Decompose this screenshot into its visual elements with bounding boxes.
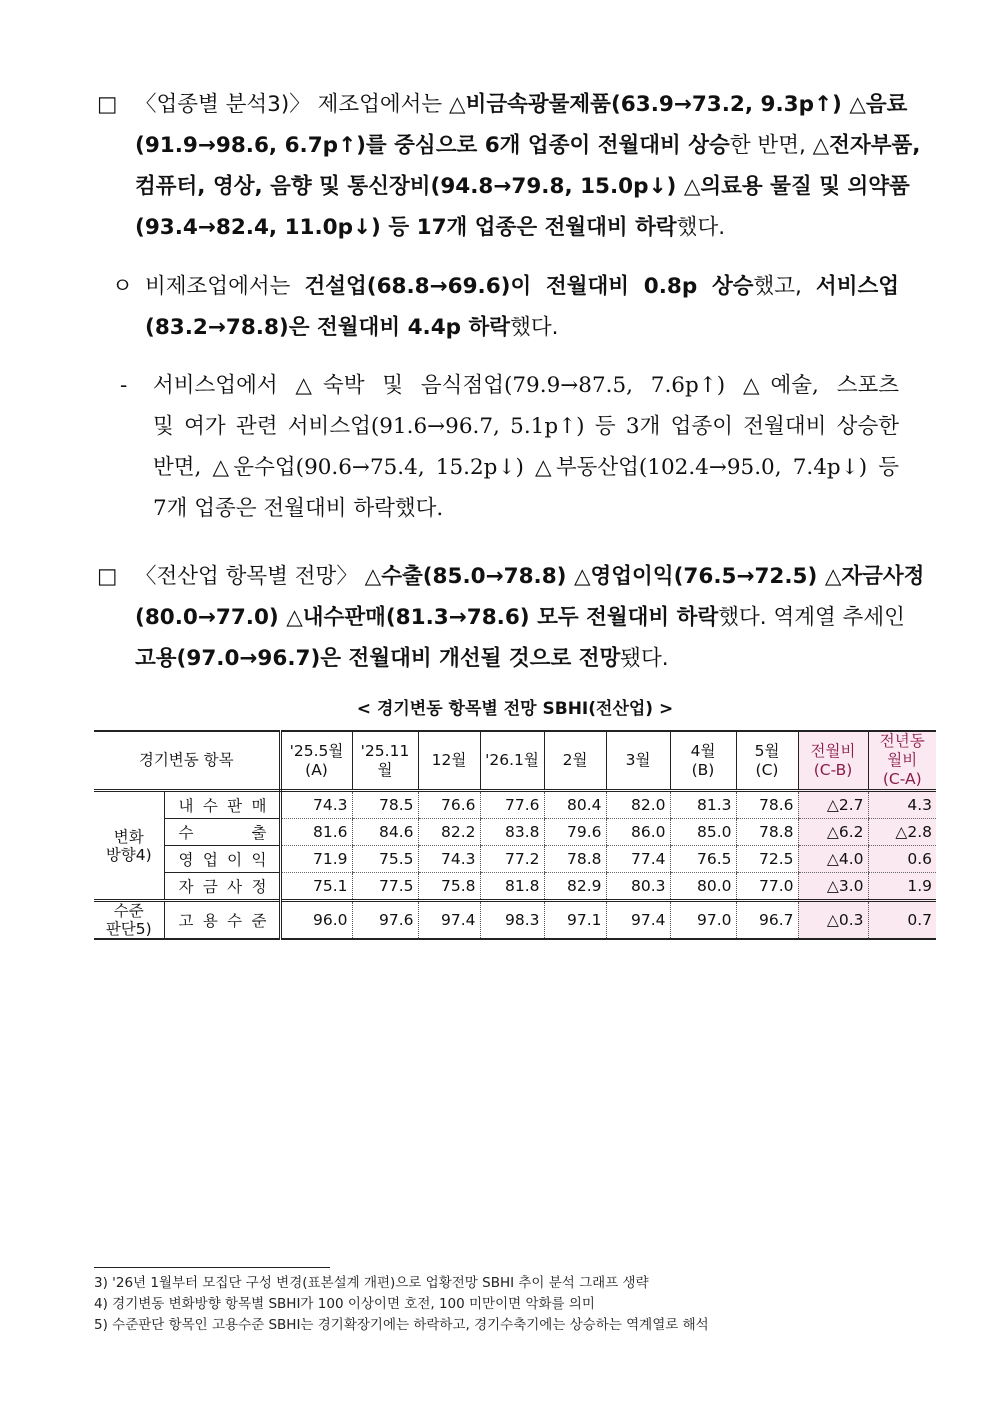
p1-line3: 컴퓨터, 영상, 음향 및 통신장비(94.8→79.8, 15.0p↓) △의료용 물질 및 의약품 (135, 174, 910, 199)
table-cell: 78.5 (352, 791, 418, 819)
table-row (94, 846, 936, 873)
p1-line2-b: 한 반면, (729, 133, 813, 158)
p2-line1-a: 비제조업에서는 (145, 274, 305, 299)
dash-bullet: - (120, 373, 128, 398)
table-cell: 78.8 (544, 846, 606, 873)
p3-line1: 서비스업에서 △숙박 및 음식점업(79.9→87.5, 7.6p↑) △예술, 스포츠 (153, 373, 899, 398)
p1-line2-c: △전자부품, (812, 133, 921, 158)
paragraph-manufacturing (97, 84, 921, 248)
p3-line3: 반면, △운수업(90.6→75.4, 15.2p↓) △부동산업(102.4→95.0, 7.4p↓) 등 (153, 455, 899, 480)
table-cell: 81.3 (670, 791, 736, 819)
table-cell: 77.0 (736, 873, 798, 901)
table-cell: 78.8 (736, 819, 798, 846)
p2-line2-b: 했다. (510, 315, 559, 340)
table-cell: 75.1 (280, 873, 352, 901)
table-cell: 1.9 (868, 873, 936, 901)
p4-line2-b: 했다. 역계열 추세인 (718, 605, 905, 630)
table-cell: 72.5 (736, 846, 798, 873)
row-item-label: 자 금 사 정 (164, 873, 280, 901)
table-cell: 97.1 (544, 901, 606, 940)
table-cell: 79.6 (544, 819, 606, 846)
p2-line1-b: 건설업(68.8→69.6)이 전월대비 0.8p 상승 (304, 274, 754, 299)
header-col-mom: 전월비 (C-B) (798, 731, 868, 791)
row-item-label: 수 출 (164, 819, 280, 846)
p1-line4-a: (93.4→82.4, 11.0p↓) 등 17개 업종은 전월대비 하락 (135, 215, 677, 240)
table-cell: 82.9 (544, 873, 606, 901)
header-col: 4월 (B) (670, 731, 736, 791)
table-cell: 75.5 (352, 846, 418, 873)
p2-line1-c: 했고, (753, 274, 816, 299)
group-level: 수준 판단5) (94, 901, 164, 940)
row-item-label: 고 용 수 준 (164, 901, 280, 940)
table-cell: 0.6 (868, 846, 936, 873)
table-cell: 76.6 (418, 791, 480, 819)
table-cell: 97.4 (418, 901, 480, 940)
sbhi-table (94, 730, 936, 940)
table-cell: 0.7 (868, 901, 936, 940)
paragraph-services (120, 365, 899, 529)
footnote-rule (94, 1267, 330, 1268)
square-bullet: □ (97, 92, 118, 117)
p4-line1-b: △수출(85.0→78.8) △영업이익(76.5→72.5) △자금사정 (364, 564, 925, 589)
footnote-3: 3) '26년 1월부터 모집단 구성 변경(표본설계 개편)으로 업황전망 SBHI 추이 분석 그래프 생략 (94, 1275, 649, 1291)
table-cell: 77.5 (352, 873, 418, 901)
square-bullet: □ (97, 564, 118, 589)
footnote-5: 5) 수준판단 항목인 고용수준 SBHI는 경기확장기에는 하락하고, 경기수축기에는 상승하는 역계열로 해석 (94, 1317, 709, 1333)
p1-line4-b: 했다. (676, 215, 726, 240)
table-cell: 98.3 (480, 901, 544, 940)
table-cell: 77.6 (480, 791, 544, 819)
header-col: 5월 (C) (736, 731, 798, 791)
table-cell: 85.0 (670, 819, 736, 846)
table-cell: △2.7 (798, 791, 868, 819)
footnote-4: 4) 경기변동 변화방향 항목별 SBHI가 100 이상이면 호전, 100 미만이면 악화를 의미 (94, 1296, 595, 1312)
table-row (94, 901, 936, 940)
header-col: '25.5월 (A) (280, 731, 352, 791)
paragraph-all-industry-outlook (97, 556, 925, 679)
row-item-label: 내 수 판 매 (164, 791, 280, 819)
table-cell: △0.3 (798, 901, 868, 940)
header-col: '25.11월 (352, 731, 418, 791)
table-cell: 97.0 (670, 901, 736, 940)
group-direction: 변화 방향4) (94, 791, 164, 901)
table-cell: 96.0 (280, 901, 352, 940)
p3-line4: 7개 업종은 전월대비 하락했다. (153, 496, 444, 521)
table-row (94, 791, 936, 819)
p2-line1-d: 서비스업 (815, 274, 899, 299)
table-cell: 82.0 (606, 791, 670, 819)
table-cell: 80.0 (670, 873, 736, 901)
paragraph-non-manufacturing (112, 266, 899, 348)
table-cell: 81.8 (480, 873, 544, 901)
table-cell: 74.3 (280, 791, 352, 819)
table-cell: 96.7 (736, 901, 798, 940)
p2-line2-a: (83.2→78.8)은 전월대비 4.4p 하락 (145, 315, 511, 340)
row-item-label: 영 업 이 익 (164, 846, 280, 873)
table-cell: 74.3 (418, 846, 480, 873)
table-cell: 71.9 (280, 846, 352, 873)
table-row (94, 873, 936, 901)
table-cell: 80.3 (606, 873, 670, 901)
table-cell: 77.2 (480, 846, 544, 873)
table-cell: 97.6 (352, 901, 418, 940)
p4-line2-a: (80.0→77.0) △내수판매(81.3→78.6) 모두 전월대비 하락 (135, 605, 719, 630)
header-col: 2월 (544, 731, 606, 791)
p1-line1-b: △비금속광물제품(63.9→73.2, 9.3p↑) △음료 (449, 92, 908, 117)
table-cell: 80.4 (544, 791, 606, 819)
header-col-yoy: 전년동월비 (C-A) (868, 731, 936, 791)
table-cell: △3.0 (798, 873, 868, 901)
p1-line1-a: 〈업종별 분석3)〉 제조업에서는 (135, 92, 450, 117)
table-cell: 78.6 (736, 791, 798, 819)
p4-line1-a: 〈전산업 항목별 전망〉 (135, 564, 365, 589)
p4-line3-b: 됐다. (620, 646, 669, 671)
table-cell: 83.8 (480, 819, 544, 846)
p3-line2: 및 여가 관련 서비스업(91.6→96.7, 5.1p↑) 등 3개 업종이 전월대비 상승한 (153, 414, 899, 439)
table-cell: 4.3 (868, 791, 936, 819)
table-cell: 82.2 (418, 819, 480, 846)
header-col: 12월 (418, 731, 480, 791)
table-cell: 75.8 (418, 873, 480, 901)
table-header-row (94, 731, 936, 791)
circle-bullet: ㅇ (112, 274, 133, 299)
header-item: 경기변동 항목 (94, 731, 280, 791)
table-cell: 76.5 (670, 846, 736, 873)
header-col: 3월 (606, 731, 670, 791)
table-caption: < 경기변동 항목별 전망 SBHI(전산업) > (356, 699, 674, 719)
table-cell: 86.0 (606, 819, 670, 846)
table-cell: 81.6 (280, 819, 352, 846)
table-row (94, 819, 936, 846)
table-cell: △4.0 (798, 846, 868, 873)
table-cell: 77.4 (606, 846, 670, 873)
header-col: '26.1월 (480, 731, 544, 791)
p1-line2-a: (91.9→98.6, 6.7p↑)를 중심으로 6개 업종이 전월대비 상승 (135, 133, 730, 158)
table-cell: △2.8 (868, 819, 936, 846)
table-cell: △6.2 (798, 819, 868, 846)
table-cell: 84.6 (352, 819, 418, 846)
table-cell: 97.4 (606, 901, 670, 940)
p4-line3-a: 고용(97.0→96.7)은 전월대비 개선될 것으로 전망 (135, 646, 621, 671)
